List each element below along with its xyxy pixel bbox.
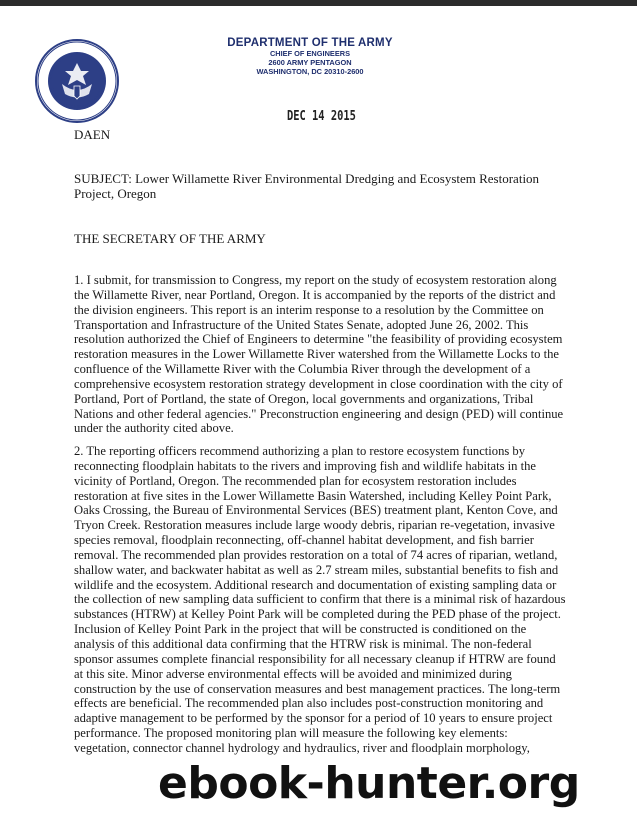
salutation: THE SECRETARY OF THE ARMY [74,231,266,246]
letterhead [210,37,410,76]
date-stamp: DEC 14 2015 [287,109,356,124]
subject-line: SUBJECT: Lower Willamette River Environmental Dredging and Ecosystem Restoration Project, Oregon [74,171,540,201]
paragraph-1: 1. I submit, for transmission to Congress, my report on the study of ecosystem restoration along the Willamette River, near Portland, Oregon. It is accompanied by the reports of the district and the division engineers. This report is an interim response to a resolution by the Committee on Transportation and Infrastructure of the United States Senate, adopted June 26, 2002. This resolution authorized the Chief of Engineers to determine "the feasibility of providing ecosystem restoration measures in the Lower Willamette River watershed from the Willamette Locks to the confluence of the Willamette River with the Columbia River through the development of a comprehensive ecosystem restoration strategy development in close coordination with the city of Portland, Port of Portland, the state of Oregon, local governments and organizations, Tribal Nations and other federal agencies." Preconstruction engineering and design (PED) will continue under the authority cited above. [74,273,564,436]
street-address: 2600 ARMY PENTAGON [268,58,352,67]
department-of-defense-seal-icon [34,38,120,124]
department-name: DEPARTMENT OF THE ARMY [227,37,393,49]
office-name: CHIEF OF ENGINEERS [269,49,351,58]
watermark: ebook-hunter.org [158,758,580,809]
city-address: WASHINGTON, DC 20310-2600 [256,67,364,76]
top-scan-edge [0,0,637,6]
paragraph-2: 2. The reporting officers recommend authorizing a plan to restore ecosystem functions by reconnecting floodplain habitats to the rivers and improving fish and wildlife habitats in the vicinity of Portland, Oregon. The recommended plan for ecosystem restoration includes restoration at five sites in the Lower Willamette Basin Watershed, including Kelley Point Park, Oaks Crossing, the Bureau of Environmental Services (BES) treatment plant, Kenton Cove, and Tryon Creek. Restoration measures include large woody debris, riparian re-vegetation, invasive species removal, floodplain reconnecting, off-channel habitat development, and fish barrier removal. The recommended plan provides restoration on a total of 74 acres of riparian, wetland, shallow water, and backwater habitat as well as 2.7 stream miles, substantial benefits to fish and wildlife and the ecosystem. Additional research and documentation of existing sampling data or the collection of new sampling data sufficient to confirm that there is a minimal risk of hazardous substances (HTRW) at Kelley Point Park will be completed during the PED phase of the project. Inclusion of Kelley Point Park in the project that will be constructed is conditioned on the analysis of this additional data confirming that the HTRW risk is minimal. The non-federal sponsor assumes complete financial responsibility for all necessary cleanup if HTRW are found at this site. Minor adverse environmental effects will be avoided and minimized during construction by the use of conservation measures and best management practices. The long-term effects are beneficial. The recommended plan also includes post-construction monitoring and adaptive management to be performed by the sponsor for a period of 10 years to ensure project performance. The proposed monitoring plan will measure the following key elements: vegetation, connector channel hydrology and hydraulics, river and floodplain morphology, [74,444,566,755]
office-symbol: DAEN [74,127,111,142]
